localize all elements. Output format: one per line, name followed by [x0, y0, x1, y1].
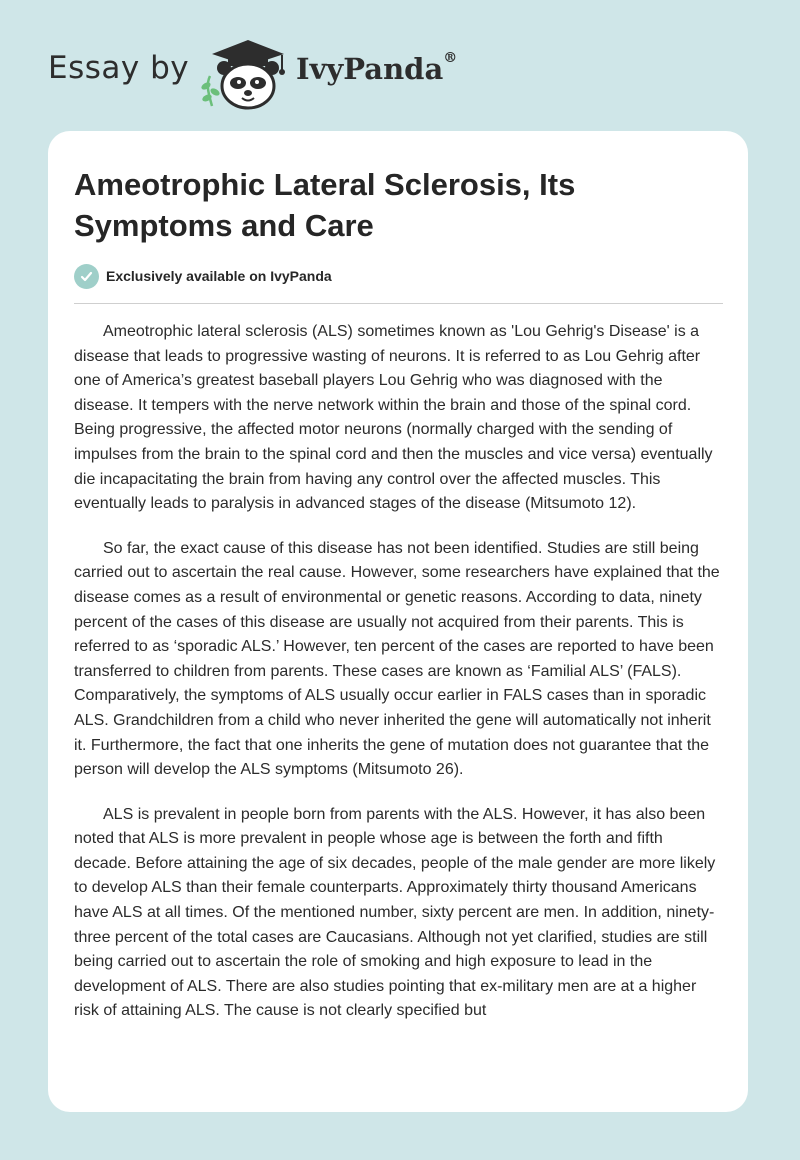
ivypanda-wordmark — [296, 52, 457, 86]
paragraph: So far, the exact cause of this disease has not been identified. Studies are still being carried out to ascertain the real cause. However, some researchers have explained that the disease comes as a result of environmental or genetic reasons. According to data, ninety percent of the cases of this disease are usually not acquired from their parents. This is referred to as ‘sporadic ALS.’ However, ten percent of the cases are reported to have been transferred to children from parents. These cases are known as ‘Familial ALS’ (FALS). Comparatively, the symptoms of ALS usually occur earlier in FALS cases than in sporadic ALS. Grandchildren from a child who never inherited the gene will automatically not inherit it. Furthermore, the fact that one inherits the gene of mutation does not guarantee that the person will develop the ALS symptoms (Mitsumoto 26). — [74, 539, 720, 779]
check-icon — [74, 264, 99, 289]
registered-mark: ® — [443, 50, 458, 66]
essay-body — [74, 320, 723, 1044]
essay-title: Ameotrophic Lateral Sclerosis, Its Symptoms and Care — [74, 167, 576, 243]
site-header — [0, 0, 800, 130]
brand-name-text: IvyPanda — [296, 52, 444, 86]
paragraph: ALS is prevalent in people born from parents with the ALS. However, it has also been noted that ALS is more prevalent in people whose age is between the forth and fifth decade. Before attaining the age of six decades, people of the male gender are more likely to develop ALS than their female counterparts. Approximately thirty thousand Americans have ALS at all times. Of the mentioned number, sixty percent are men. In addition, ninety-three percent of the total cases are Caucasians. Although not yet clarified, studies are still being carried out to ascertain the role of smoking and high exposure to lead in the development of ALS. There are also studies pointing that ex-military men are at a higher risk of attaining ALS. The cause is not clearly specified but — [74, 805, 716, 1020]
essay-card — [48, 131, 748, 1112]
exclusive-badge — [74, 263, 332, 289]
panda-graduate-icon — [198, 36, 294, 112]
essay-by-label: Essay by — [48, 50, 190, 86]
exclusive-badge-label: Exclusively available on IvyPanda — [106, 268, 332, 284]
paragraph: Ameotrophic lateral sclerosis (ALS) sometimes known as 'Lou Gehrig's Disease' is a disease that leads to progressive wasting of neurons. It is referred to as Lou Gehrig after one of America’s greatest baseball players Lou Gehrig who was diagnosed with the disease. It tempers with the nerve network within the brain and those of the spinal cord. Being progressive, the affected motor neurons (normally charged with the sending of impulses from the brain to the spinal cord and then the muscles and vice versa) eventually die incapacitating the brain from having any control over the affected muscles. This eventually leads to paralysis in advanced stages of the disease (Mitsumoto 12). — [74, 323, 713, 513]
divider — [74, 303, 723, 304]
